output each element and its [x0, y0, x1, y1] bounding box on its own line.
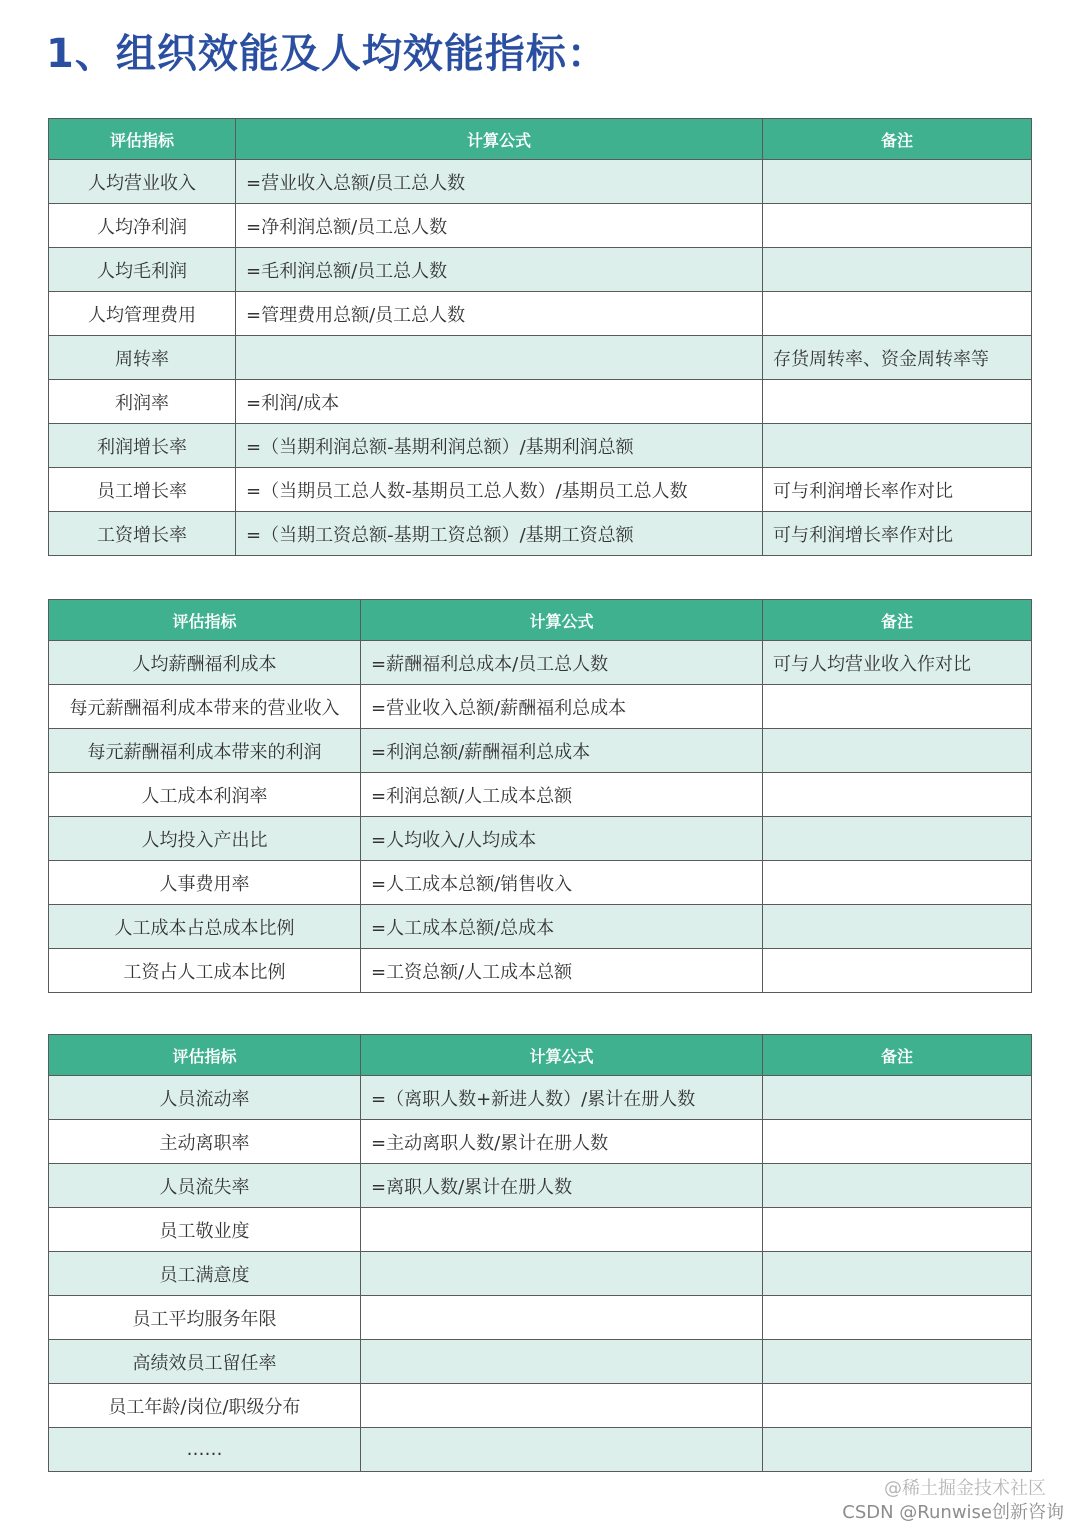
table-row [49, 1428, 1032, 1472]
table-row [49, 1340, 1032, 1384]
metric-cell: 人员流动率 [49, 1076, 361, 1120]
metric-cell: 高绩效员工留任率 [49, 1340, 361, 1384]
table-row [49, 336, 1032, 380]
note-cell: 可与利润增长率作对比 [763, 512, 1032, 556]
formula-cell [361, 1296, 763, 1340]
table-row [49, 1296, 1032, 1340]
metric-cell: 人均毛利润 [49, 248, 236, 292]
table-row [49, 729, 1032, 773]
note-cell [763, 1340, 1032, 1384]
formula-cell: =利润总额/人工成本总额 [361, 773, 763, 817]
note-cell [763, 685, 1032, 729]
header-metric: 评估指标 [49, 119, 236, 160]
table-row [49, 861, 1032, 905]
table-row [49, 905, 1032, 949]
table-row [49, 1252, 1032, 1296]
metric-cell: 人工成本利润率 [49, 773, 361, 817]
note-cell: 可与利润增长率作对比 [763, 468, 1032, 512]
table-row [49, 248, 1032, 292]
metric-cell: 每元薪酬福利成本带来的营业收入 [49, 685, 361, 729]
note-cell [763, 1208, 1032, 1252]
formula-cell: =（离职人数+新进人数）/累计在册人数 [361, 1076, 763, 1120]
formula-cell [361, 1208, 763, 1252]
formula-cell [236, 336, 763, 380]
table-row [49, 641, 1032, 685]
header-note: 备注 [763, 119, 1032, 160]
formula-cell: =（当期利润总额-基期利润总额）/基期利润总额 [236, 424, 763, 468]
table-row [49, 512, 1032, 556]
note-cell [763, 949, 1032, 993]
metrics-table-3 [48, 1034, 1032, 1472]
table-row [49, 949, 1032, 993]
formula-cell [361, 1252, 763, 1296]
formula-cell: =毛利润总额/员工总人数 [236, 248, 763, 292]
table-row [49, 160, 1032, 204]
table-row [49, 1384, 1032, 1428]
note-cell [763, 160, 1032, 204]
header-formula: 计算公式 [361, 1035, 763, 1076]
formula-cell: =人工成本总额/总成本 [361, 905, 763, 949]
formula-cell: =薪酬福利总成本/员工总人数 [361, 641, 763, 685]
formula-cell: =人工成本总额/销售收入 [361, 861, 763, 905]
note-cell [763, 248, 1032, 292]
metric-cell: 人工成本占总成本比例 [49, 905, 361, 949]
table-row [49, 773, 1032, 817]
header-note: 备注 [763, 1035, 1032, 1076]
note-cell [763, 729, 1032, 773]
formula-cell [361, 1428, 763, 1472]
table-row [49, 292, 1032, 336]
formula-cell: =营业收入总额/薪酬福利总成本 [361, 685, 763, 729]
metric-cell: 工资增长率 [49, 512, 236, 556]
metric-cell: 人均净利润 [49, 204, 236, 248]
formula-cell: =利润总额/薪酬福利总成本 [361, 729, 763, 773]
metric-cell: 人均营业收入 [49, 160, 236, 204]
formula-cell: =管理费用总额/员工总人数 [236, 292, 763, 336]
metric-cell: 人事费用率 [49, 861, 361, 905]
table-row [49, 1120, 1032, 1164]
note-cell [763, 204, 1032, 248]
table-row [49, 424, 1032, 468]
note-cell [763, 773, 1032, 817]
note-cell [763, 380, 1032, 424]
metric-cell: 利润增长率 [49, 424, 236, 468]
note-cell [763, 1384, 1032, 1428]
header-formula: 计算公式 [236, 119, 763, 160]
table-row [49, 468, 1032, 512]
metrics-table-2 [48, 599, 1032, 993]
note-cell [763, 424, 1032, 468]
table-row [49, 204, 1032, 248]
header-formula: 计算公式 [361, 600, 763, 641]
watermark-juejin: @稀土掘金技术社区 [884, 1478, 1046, 1499]
metric-cell: 员工敬业度 [49, 1208, 361, 1252]
table-row [49, 380, 1032, 424]
note-cell [763, 1252, 1032, 1296]
header-metric: 评估指标 [49, 1035, 361, 1076]
page-title: 1、组织效能及人均效能指标： [46, 31, 608, 77]
metric-cell: 主动离职率 [49, 1120, 361, 1164]
table-row [49, 685, 1032, 729]
metric-cell: 利润率 [49, 380, 236, 424]
note-cell [763, 817, 1032, 861]
note-cell [763, 861, 1032, 905]
metric-cell: 员工年龄/岗位/职级分布 [49, 1384, 361, 1428]
formula-cell: =人均收入/人均成本 [361, 817, 763, 861]
note-cell [763, 1076, 1032, 1120]
header-metric: 评估指标 [49, 600, 361, 641]
table-row [49, 1164, 1032, 1208]
metric-cell: 人均管理费用 [49, 292, 236, 336]
metric-cell: 每元薪酬福利成本带来的利润 [49, 729, 361, 773]
metric-cell: 工资占人工成本比例 [49, 949, 361, 993]
formula-cell [361, 1340, 763, 1384]
formula-cell: =（当期工资总额-基期工资总额）/基期工资总额 [236, 512, 763, 556]
note-cell [763, 292, 1032, 336]
note-cell [763, 1296, 1032, 1340]
table-row [49, 1076, 1032, 1120]
metric-cell: 员工满意度 [49, 1252, 361, 1296]
table-row [49, 817, 1032, 861]
metric-cell: 人均投入产出比 [49, 817, 361, 861]
formula-cell: =主动离职人数/累计在册人数 [361, 1120, 763, 1164]
formula-cell: =（当期员工总人数-基期员工总人数）/基期员工总人数 [236, 468, 763, 512]
metrics-table-1 [48, 118, 1032, 556]
formula-cell: =营业收入总额/员工总人数 [236, 160, 763, 204]
formula-cell: =离职人数/累计在册人数 [361, 1164, 763, 1208]
formula-cell [361, 1384, 763, 1428]
metric-cell: 周转率 [49, 336, 236, 380]
metric-cell: 员工平均服务年限 [49, 1296, 361, 1340]
note-cell: 存货周转率、资金周转率等 [763, 336, 1032, 380]
formula-cell: =利润/成本 [236, 380, 763, 424]
note-cell [763, 905, 1032, 949]
watermark-csdn: CSDN @Runwise创新咨询 [842, 1502, 1064, 1523]
metric-cell: 人均薪酬福利成本 [49, 641, 361, 685]
formula-cell: =净利润总额/员工总人数 [236, 204, 763, 248]
note-cell: 可与人均营业收入作对比 [763, 641, 1032, 685]
formula-cell: =工资总额/人工成本总额 [361, 949, 763, 993]
note-cell [763, 1164, 1032, 1208]
metric-cell: …… [49, 1428, 361, 1472]
note-cell [763, 1120, 1032, 1164]
metric-cell: 员工增长率 [49, 468, 236, 512]
note-cell [763, 1428, 1032, 1472]
header-note: 备注 [763, 600, 1032, 641]
metric-cell: 人员流失率 [49, 1164, 361, 1208]
table-row [49, 1208, 1032, 1252]
